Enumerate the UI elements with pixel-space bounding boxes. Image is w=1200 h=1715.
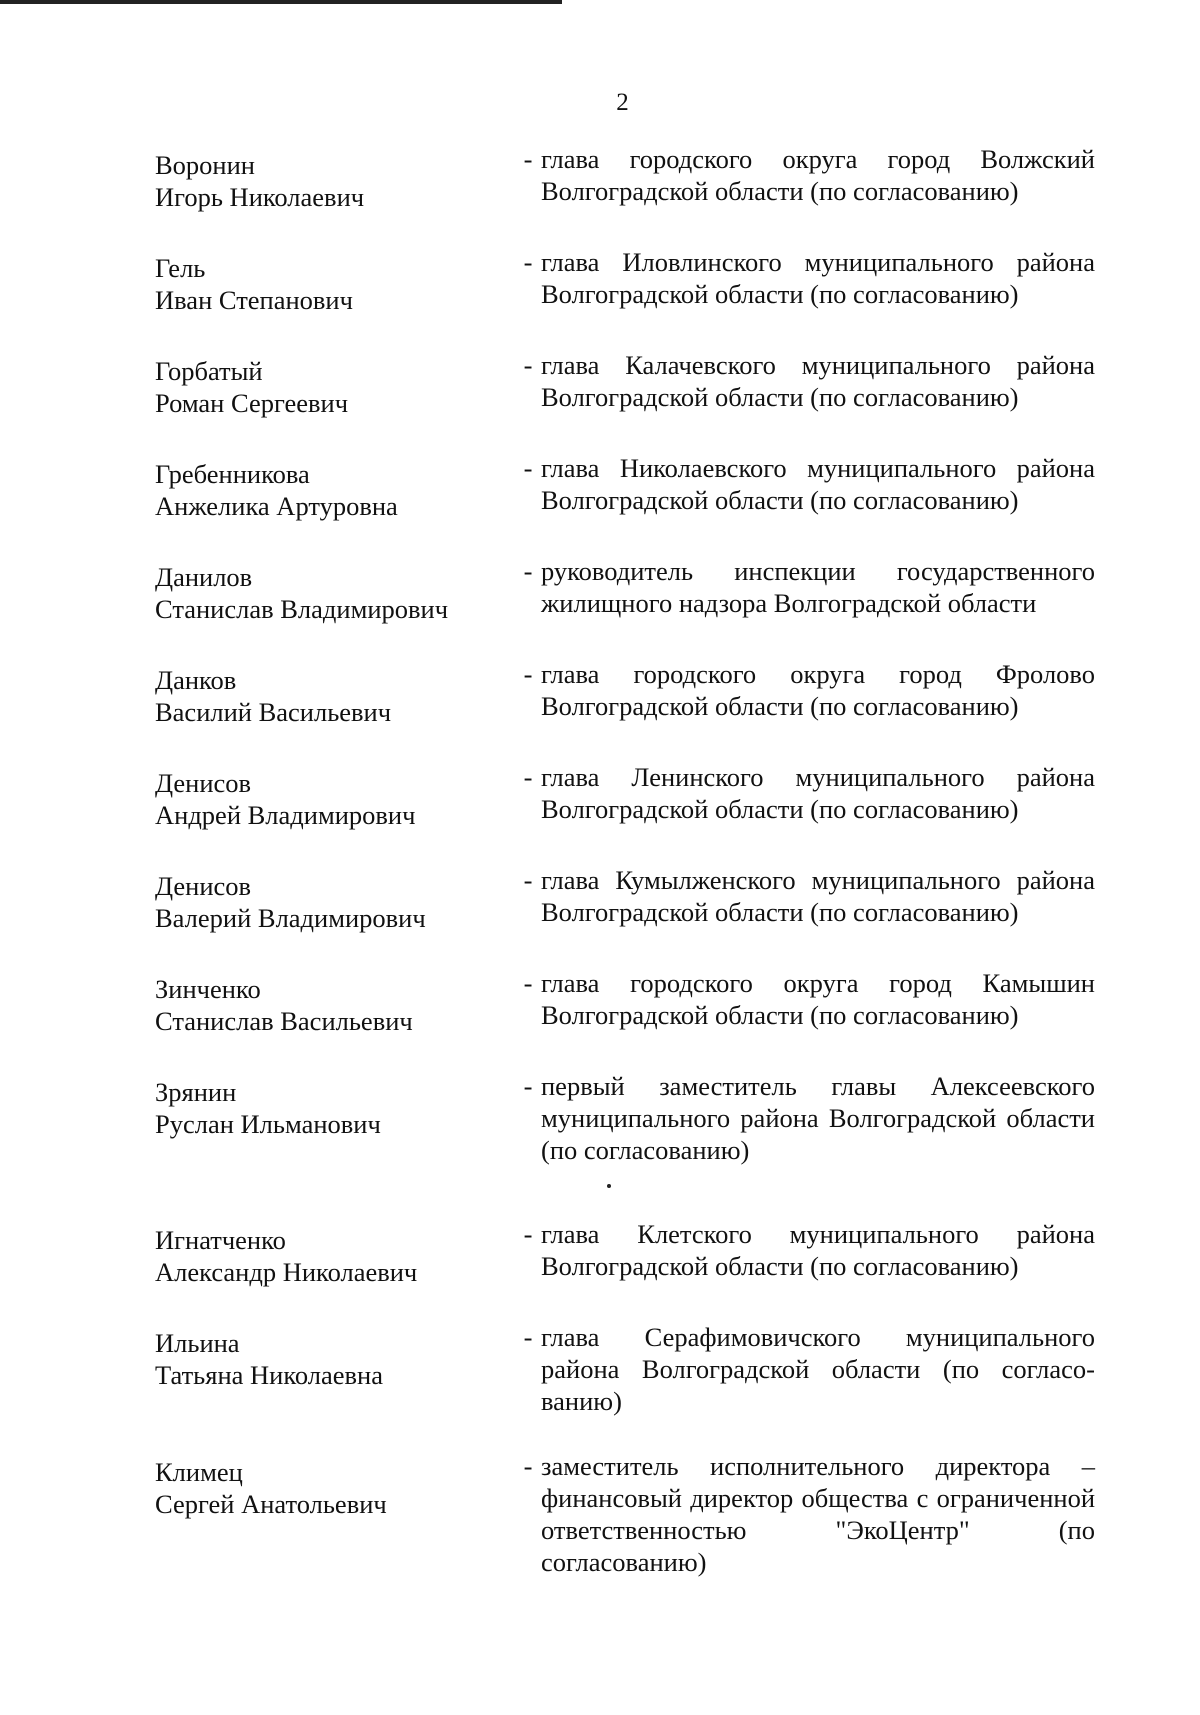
member-list (155, 143, 1095, 1611)
member-surname: Ильина (155, 1328, 240, 1358)
member-given-names: Татьяна Николаевна (155, 1360, 383, 1390)
member-position: глава Кумылженского муниципального района Волгоградской области (по согласованию) (541, 865, 1095, 927)
member-given-names: Анжелика Артуровна (155, 491, 398, 521)
separator-dash: - (523, 247, 533, 277)
member-name (155, 349, 515, 419)
member-position: глава Калачевского муниципального района Волгоградской области (по согласованию) (541, 350, 1095, 412)
member-surname: Горбатый (155, 356, 263, 386)
separator-dash: - (523, 144, 533, 174)
member-row (155, 246, 1095, 316)
member-given-names: Игорь Николаевич (155, 182, 365, 212)
member-surname: Климец (155, 1457, 243, 1487)
member-row (155, 143, 1095, 213)
member-given-names: Александр Николаевич (155, 1257, 418, 1287)
member-row (155, 1218, 1095, 1288)
member-row (155, 864, 1095, 934)
member-position: глава городского округа город Волжский Волгоградской области (по согласованию) (541, 144, 1095, 206)
member-name (155, 246, 515, 316)
member-name (155, 761, 515, 831)
member-name (155, 452, 515, 522)
member-position: глава городского округа город Камышин Волгоградской области (по согласованию) (541, 968, 1095, 1030)
member-row (155, 1450, 1095, 1578)
member-position: руководитель инспекции государственного жилищного надзора Волгоградской области (541, 556, 1095, 618)
member-position: глава Серафимовичского муниципального района Волгоградской области (по согласованию) (541, 1322, 1095, 1416)
member-row (155, 1070, 1095, 1166)
separator-dash: - (523, 350, 533, 380)
separator-dash: - (523, 762, 533, 792)
separator-dash: - (523, 556, 533, 586)
member-surname: Гребенникова (155, 459, 310, 489)
member-name (155, 1070, 515, 1166)
member-surname: Денисов (155, 768, 252, 798)
member-surname: Денисов (155, 871, 252, 901)
separator-dash: - (523, 1219, 533, 1249)
separator-dash: - (523, 1071, 533, 1101)
member-surname: Зрянин (155, 1077, 237, 1107)
separator-dash: - (523, 865, 533, 895)
separator-dash: - (523, 1451, 533, 1481)
member-row (155, 349, 1095, 419)
member-surname: Данилов (155, 562, 253, 592)
member-surname: Воронин (155, 150, 255, 180)
member-name (155, 1218, 515, 1288)
member-name (155, 1321, 515, 1417)
top-rule (0, 0, 562, 4)
member-given-names: Станислав Васильевич (155, 1006, 413, 1036)
member-position: первый заместитель главы Алексеевского муниципального района Волгоградской области (по согласованию) (541, 1071, 1095, 1165)
page-number: 2 (616, 89, 629, 116)
member-name (155, 1450, 515, 1578)
member-given-names: Иван Степанович (155, 285, 353, 315)
member-given-names: Валерий Владимирович (155, 903, 426, 933)
member-name (155, 555, 515, 625)
member-position: глава Николаевского муниципального района Волгоградской области (по согласованию) (541, 453, 1095, 515)
member-given-names: Андрей Владимирович (155, 800, 416, 830)
separator-dash: - (523, 659, 533, 689)
member-name (155, 864, 515, 934)
member-surname: Зинченко (155, 974, 261, 1004)
separator-dash: - (523, 453, 533, 483)
member-row (155, 658, 1095, 728)
member-name (155, 658, 515, 728)
member-row (155, 967, 1095, 1037)
member-position: глава Клетского муниципального района Волгоградской области (по согласованию) (541, 1219, 1095, 1281)
member-given-names: Руслан Ильманович (155, 1109, 381, 1139)
separator-dash: - (523, 1322, 533, 1352)
member-position: заместитель исполнительного директора – финансовый директор общества с ограниченной ответственностью "ЭкоЦентр" (по согласованию) (541, 1451, 1095, 1577)
member-name (155, 967, 515, 1037)
member-row (155, 555, 1095, 625)
member-row (155, 761, 1095, 831)
member-row (155, 1321, 1095, 1417)
member-given-names: Сергей Анатольевич (155, 1489, 387, 1519)
member-surname: Данков (155, 665, 237, 695)
member-position: глава Иловлинского муниципального района Волгоградской области (по согласованию) (541, 247, 1095, 309)
member-position: глава городского округа город Фролово Волгоградской области (по согласованию) (541, 659, 1095, 721)
member-row (155, 452, 1095, 522)
member-surname: Игнатченко (155, 1225, 286, 1255)
member-given-names: Станислав Владимирович (155, 594, 449, 624)
member-given-names: Василий Васильевич (155, 697, 392, 727)
scan-dot (607, 1184, 611, 1188)
member-position: глава Ленинского муниципального района Волгоградской области (по согласованию) (541, 762, 1095, 824)
member-given-names: Роман Сергеевич (155, 388, 349, 418)
member-name (155, 143, 515, 213)
member-surname: Гель (155, 253, 206, 283)
separator-dash: - (523, 968, 533, 998)
